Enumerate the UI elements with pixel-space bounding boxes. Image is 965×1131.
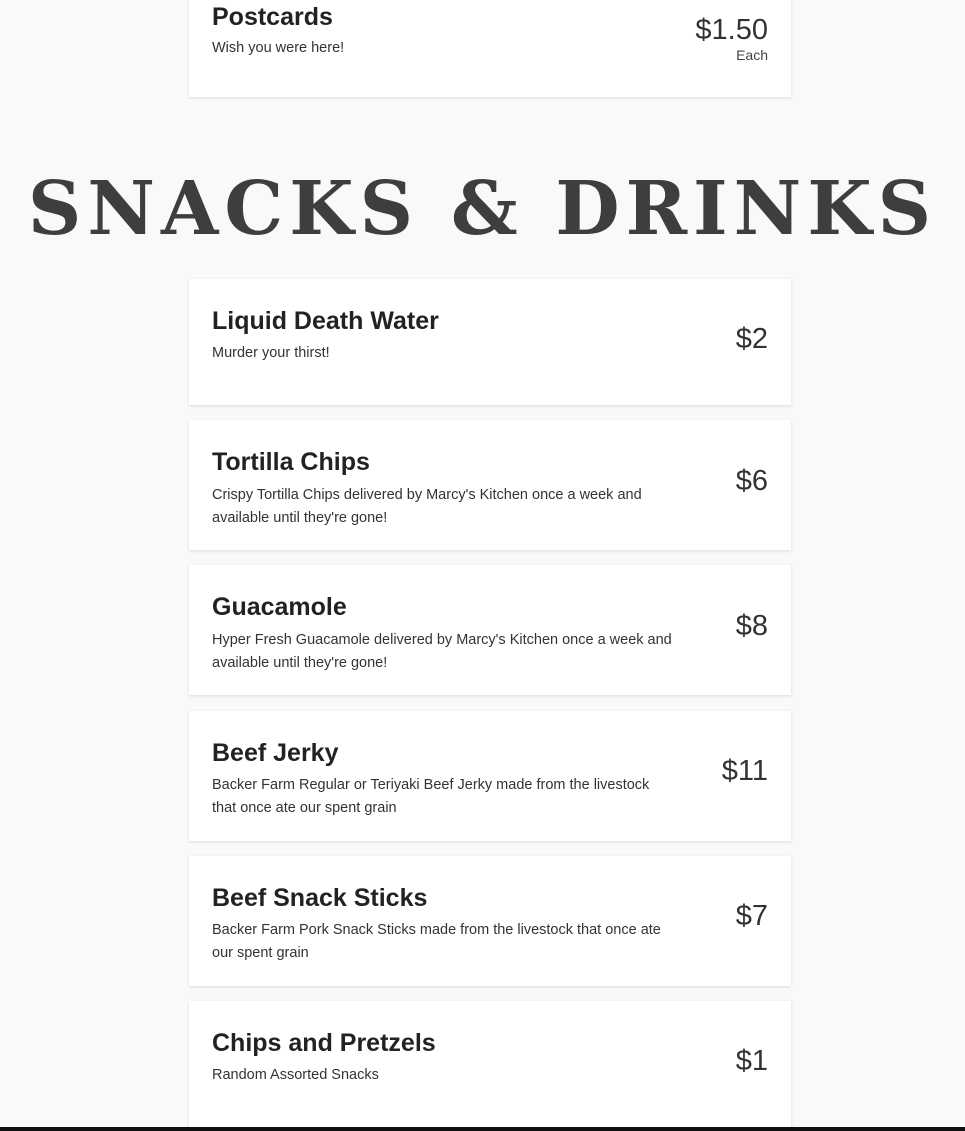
menu-item-card: [189, 1001, 791, 1131]
menu-item-unit: Each: [736, 47, 768, 63]
menu-item-description: Backer Farm Pork Snack Sticks made from the livestock that once ate our spent grain: [212, 922, 661, 961]
menu-item-card: [189, 565, 791, 695]
menu-item-name: Beef Snack Sticks: [212, 884, 428, 912]
menu-item-name: Guacamole: [212, 593, 347, 621]
menu-item-price: $7: [735, 900, 768, 932]
menu-item-description: Murder your thirst!: [212, 345, 330, 361]
menu-item-description: Wish you were here!: [212, 40, 345, 56]
menu-item-price: $1.50: [695, 14, 768, 46]
menu-item-price: $2: [735, 323, 768, 355]
menu-item-name: Chips and Pretzels: [212, 1029, 436, 1057]
menu-item-description: Crispy Tortilla Chips delivered by Marcy's Kitchen once a week and available until they're gone!: [212, 487, 642, 526]
menu-item-card-postcards: [189, 0, 791, 97]
menu-item-price: $8: [735, 610, 768, 642]
menu-item-card: [189, 711, 791, 841]
menu-item-name: Beef Jerky: [212, 739, 339, 767]
menu-item-card: [189, 279, 791, 405]
menu-item-name: Postcards: [212, 3, 333, 31]
bottom-divider: [0, 1127, 965, 1131]
menu-item-description: Hyper Fresh Guacamole delivered by Marcy's Kitchen once a week and available until they're gone!: [212, 632, 672, 671]
section-title: SNACKS & DRINKS: [27, 166, 938, 252]
menu-item-name: Liquid Death Water: [212, 307, 439, 335]
menu-item-description: Random Assorted Snacks: [212, 1067, 379, 1083]
menu-item-price: $11: [721, 755, 768, 787]
menu-item-price: $6: [735, 465, 768, 497]
menu-item-name: Tortilla Chips: [212, 448, 370, 476]
menu-item-price: $1: [735, 1045, 768, 1077]
menu-item-card: [189, 856, 791, 986]
menu-item-card: [189, 420, 791, 550]
menu-item-description: Backer Farm Regular or Teriyaki Beef Jerky made from the livestock that once ate our spent grain: [212, 777, 650, 816]
